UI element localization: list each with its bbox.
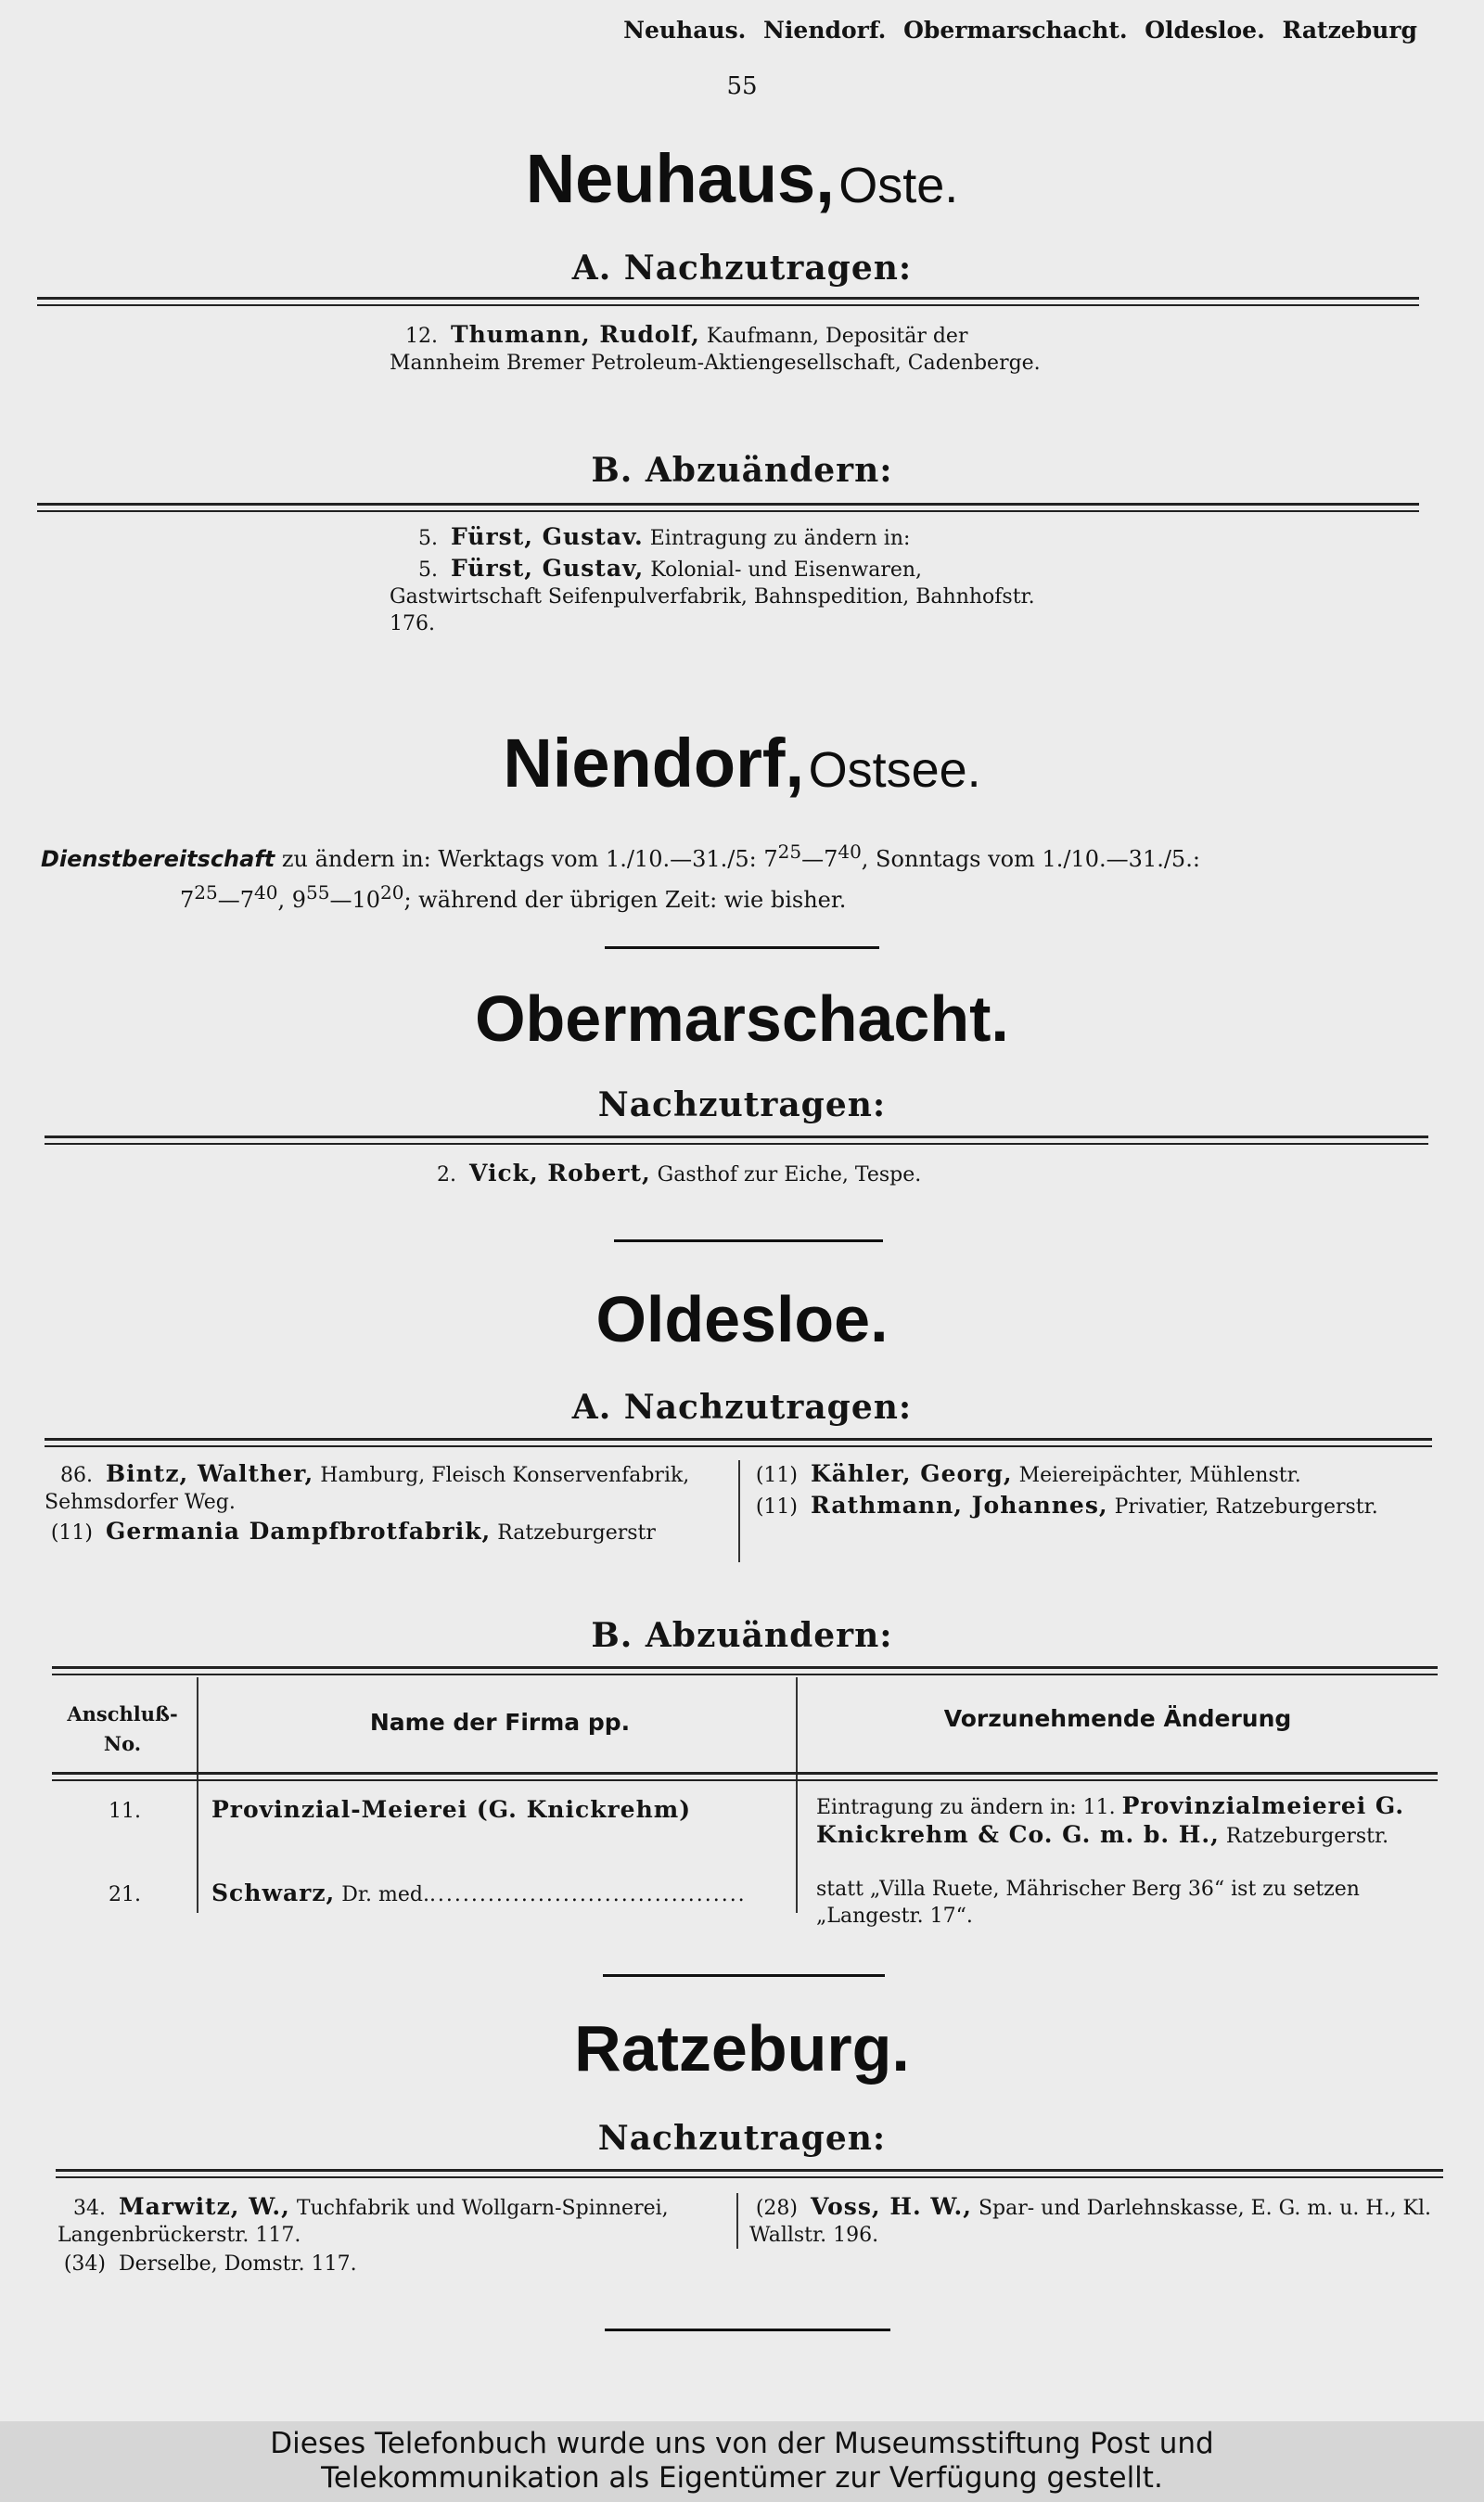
column-divider <box>736 2193 738 2249</box>
section-divider <box>614 1239 883 1242</box>
footer-line: Telekommunikation als Eigentümer zur Verfügung gestellt. <box>321 2461 1163 2495</box>
section-heading: Nachzutragen: <box>597 2119 887 2158</box>
listing-entry: (28) Voss, H. W., Spar- und Darlehnskasse, E. G. m. u. H., Kl. Wallstr. 196. <box>749 2193 1432 2247</box>
listing-entry: (11) Rathmann, Johannes, Privatier, Ratzeburgerstr. <box>755 1492 1378 1519</box>
section-heading: Nachzutragen: <box>597 1085 887 1124</box>
double-rule <box>45 1136 1428 1145</box>
listing-entry: 2. Vick, Robert, Gasthof zur Eiche, Tespe. <box>437 1160 922 1187</box>
listing-entry: 5. Fürst, Gustav, Kolonial- und Eisenwaren, Gastwirtschaft Seifenpulverfabrik, Bahnspedition, Bahnhofstr. 176. <box>390 555 1035 635</box>
table-column-divider <box>796 1677 798 1913</box>
section-heading: B. Abzuändern: <box>591 451 893 490</box>
double-rule <box>37 297 1419 306</box>
section-divider <box>603 1974 885 1977</box>
city-heading-niendorf: Niendorf, Ostsee. <box>503 725 981 802</box>
footer-line: Dieses Telefonbuch wurde uns von der Museumsstiftung Post und <box>270 2427 1214 2460</box>
table-header-name: Name der Firma pp. <box>369 1709 631 1736</box>
double-rule <box>37 503 1419 512</box>
city-heading-neuhaus: Neuhaus, Oste. <box>525 140 959 217</box>
listing-entry: (11) Germania Dampfbrotfabrik, Ratzeburgerstr <box>50 1518 656 1545</box>
listing-entry: 5. Fürst, Gustav. Eintragung zu ändern in: <box>418 523 911 550</box>
table-header-change: Vorzunehmende Änderung <box>943 1705 1292 1732</box>
listing-entry: (34) Derselbe, Domstr. 117. <box>63 2252 357 2276</box>
section-divider <box>605 946 879 949</box>
listing-entry: 12. Thumann, Rudolf, Kaufmann, Depositär der Mannheim Bremer Petroleum-Aktiengesellschaft, Cadenberge. <box>390 321 1041 375</box>
listing-entry: 86. Bintz, Walther, Hamburg, Fleisch Konservenfabrik, Sehmsdorfer Weg. <box>45 1460 690 1514</box>
listing-entry: 34. Marwitz, W., Tuchfabrik und Wollgarn-Spinnerei, Langenbrückerstr. 117. <box>58 2193 669 2247</box>
page-number: 55 <box>726 72 758 100</box>
table-cell-number: 21. <box>109 1883 141 1906</box>
table-cell-change: Eintragung zu ändern in: 11. Provinzialmeierei G. Knickrehm & Co. G. m. b. H., Ratzeburgerstr. <box>816 1792 1405 1848</box>
table-top-rule <box>52 1666 1438 1675</box>
table-cell-name: Provinzial-Meierei (G. Knickrehm) <box>211 1796 692 1823</box>
listing-entry: (11) Kähler, Georg, Meiereipächter, Mühlenstr. <box>755 1460 1301 1487</box>
table-cell-number: 11. <box>109 1800 141 1823</box>
city-heading-obermarschacht: Obermarschacht. <box>475 982 1009 1055</box>
city-heading-ratzeburg: Ratzeburg. <box>574 2012 910 2085</box>
double-rule <box>56 2169 1443 2178</box>
city-heading-oldesloe: Oldesloe. <box>595 1283 889 1355</box>
section-divider <box>605 2329 890 2331</box>
running-header: Neuhaus. Niendorf. Obermarschacht. Oldesloe. Ratzeburg <box>623 17 1417 44</box>
service-hours-notice: Dienstbereitschaft zu ändern in: Werktags vom 1./10.—31./5: $7^{25}—7^{40}$, Sonntags vom 1./10.—31./5.: $7^{25}—7^{40}$, $9^{55}—10^{20}$; während der übrigen Zeit: wie bisher. <box>41 840 1200 913</box>
table-cell-name: Schwarz, Dr. med....................................... <box>211 1880 747 1906</box>
section-heading: B. Abzuändern: <box>591 1616 893 1655</box>
table-cell-change: statt „Villa Ruete, Mährischer Berg 36“ ist zu setzen „Langestr. 17“. <box>816 1878 1360 1928</box>
footer-notice <box>0 2421 1484 2502</box>
table-column-divider <box>197 1677 198 1913</box>
section-heading: A. Nachzutragen: <box>571 1388 913 1427</box>
column-divider <box>738 1460 740 1562</box>
double-rule <box>45 1438 1432 1447</box>
section-heading: A. Nachzutragen: <box>571 249 913 288</box>
table-header-rule <box>52 1772 1438 1781</box>
table-header-number: Anschluß-No. <box>67 1702 178 1755</box>
